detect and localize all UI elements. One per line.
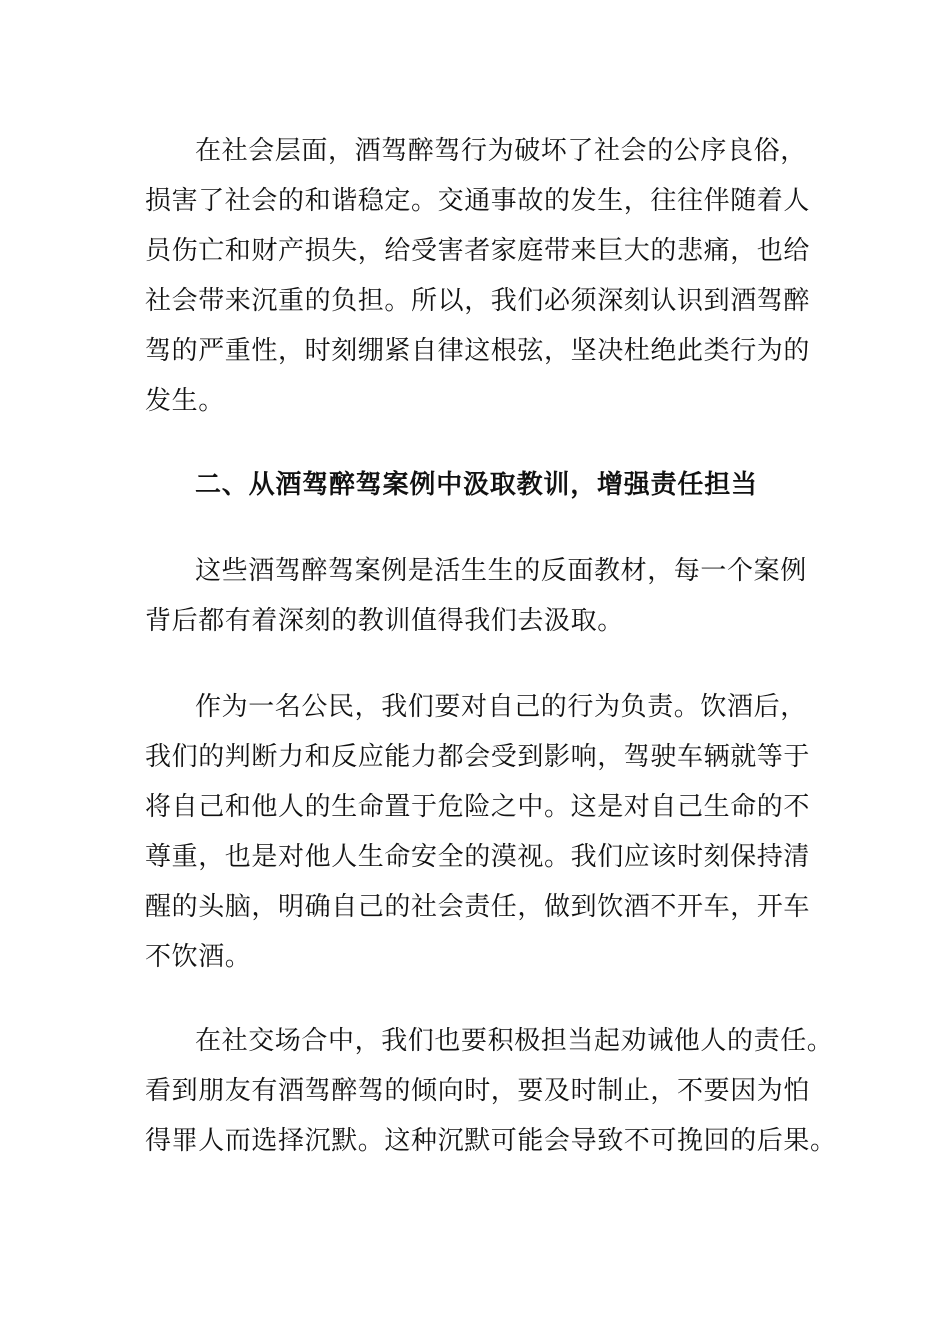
- paragraph-line: 作为一名公民，我们要对自己的行为负责。饮酒后，: [195, 692, 807, 722]
- paragraph-line: 这些酒驾醉驾案例是活生生的反面教材，每一个案例: [195, 556, 807, 586]
- paragraph-line: 社会带来沉重的负担。所以，我们必须深刻认识到酒驾醉: [145, 286, 811, 316]
- paragraph-citizen-responsibility: [145, 682, 811, 982]
- paragraph-social-occasions: [145, 1016, 837, 1166]
- section-heading: [145, 460, 805, 510]
- paragraph-line: 驾的严重性，时刻绷紧自律这根弦，坚决杜绝此类行为的: [145, 336, 811, 366]
- paragraph-case-lessons: [145, 546, 805, 646]
- paragraph-line: 尊重，也是对他人生命安全的漠视。我们应该时刻保持清: [145, 842, 811, 872]
- paragraph-line: 发生。: [145, 386, 225, 416]
- paragraph-line: 背后都有着深刻的教训值得我们去汲取。: [145, 606, 624, 636]
- paragraph-line: 看到朋友有酒驾醉驾的倾向时，要及时制止，不要因为怕: [145, 1076, 811, 1106]
- paragraph-line: 不饮酒。: [145, 942, 252, 972]
- paragraph-line: 我们的判断力和反应能力都会受到影响，驾驶车辆就等于: [145, 742, 811, 772]
- paragraph-line: 在社交场合中，我们也要积极担当起劝诫他人的责任。: [195, 1026, 834, 1056]
- paragraph-social-impact: [145, 126, 811, 426]
- section-heading-text: 二、从酒驾醉驾案例中汲取教训，增强责任担当: [195, 470, 758, 500]
- paragraph-line: 得罪人而选择沉默。这种沉默可能会导致不可挽回的后果。: [145, 1126, 837, 1156]
- paragraph-line: 醒的头脑，明确自己的社会责任，做到饮酒不开车，开车: [145, 892, 811, 922]
- paragraph-line: 员伤亡和财产损失，给受害者家庭带来巨大的悲痛，也给: [145, 236, 811, 266]
- paragraph-line: 损害了社会的和谐稳定。交通事故的发生，往往伴随着人: [145, 186, 811, 216]
- paragraph-line: 在社会层面，酒驾醉驾行为破坏了社会的公序良俗，: [195, 136, 807, 166]
- paragraph-line: 将自己和他人的生命置于危险之中。这是对自己生命的不: [145, 792, 811, 822]
